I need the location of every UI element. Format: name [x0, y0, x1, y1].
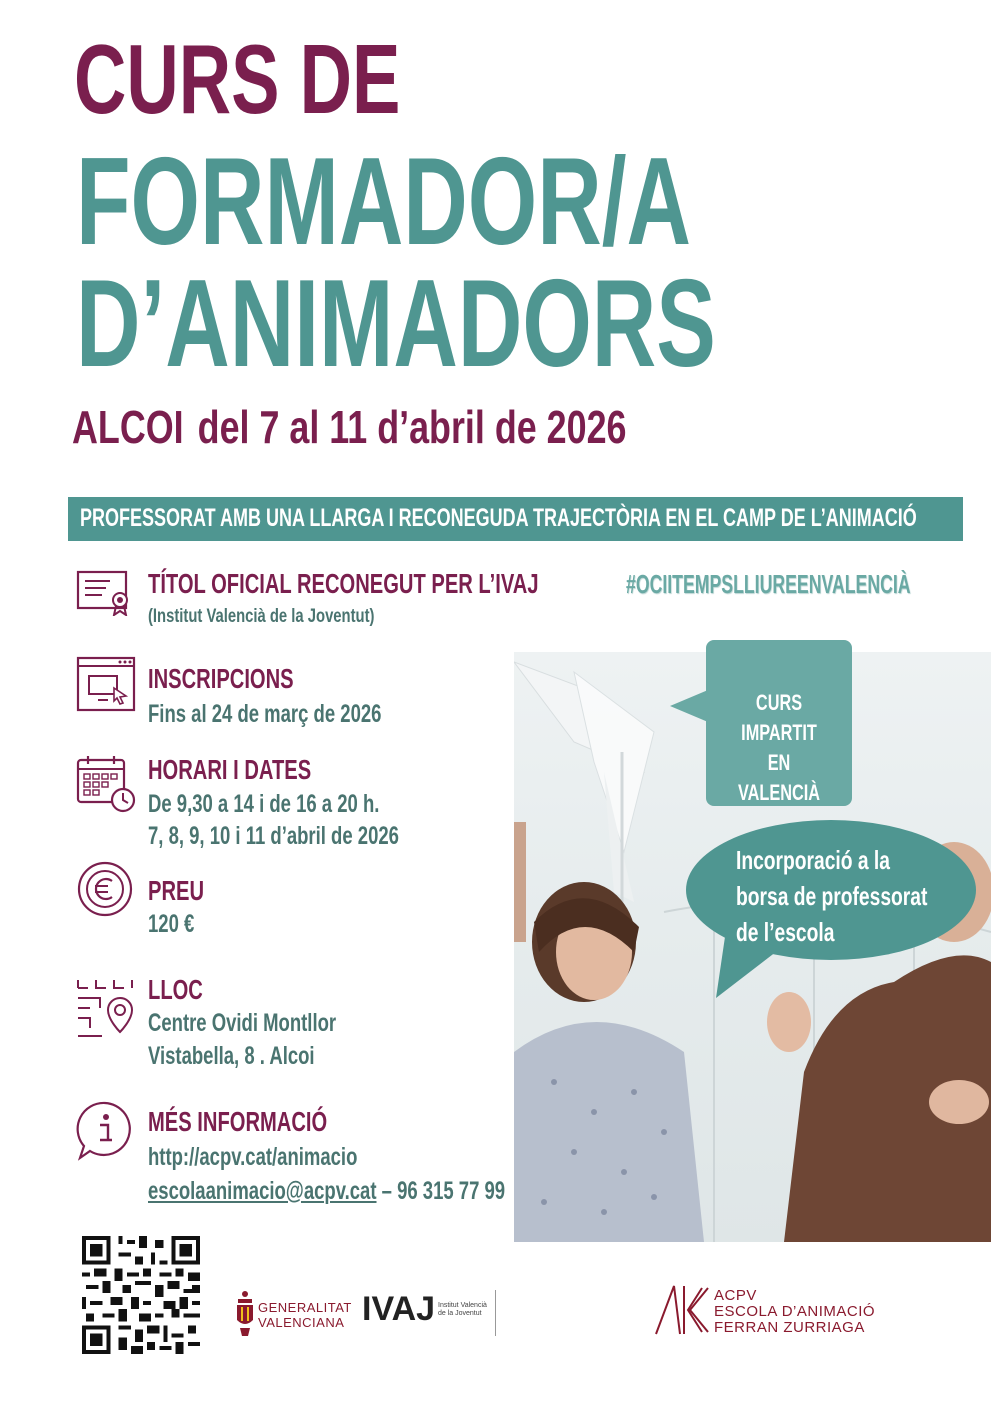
acpv-logo-icon	[654, 1284, 710, 1336]
bubble2-line-2: borsa de professorat	[736, 881, 928, 911]
inscripcions-value: Fins al 24 de març de 2026	[148, 700, 382, 728]
inscripcions-label: INSCRIPCIONS	[148, 663, 294, 694]
hashtag: #OCIITEMPSLLIUREENVALENCIÀ	[626, 569, 911, 599]
acpv-line-2: ESCOLA D’ANIMACIÓ	[714, 1303, 876, 1320]
lloc-line-1: Centre Ovidi Montllor	[148, 1009, 337, 1037]
bubble1-line-2: EN VALENCIÀ	[737, 750, 821, 805]
generalitat-logo-icon	[234, 1290, 256, 1338]
acpv-line-3: FERRAN ZURRIAGA	[714, 1319, 865, 1336]
preu-value: 120 €	[148, 910, 195, 938]
gv-line-2: VALENCIANA	[258, 1315, 345, 1330]
computer-icon	[76, 656, 136, 712]
qr-code-icon[interactable]	[82, 1236, 200, 1354]
title-line-1: CURS DE	[74, 24, 401, 134]
place-name: ALCOI	[72, 401, 184, 453]
euro-icon	[76, 860, 134, 918]
horari-label: HORARI I DATES	[148, 754, 312, 785]
titol-sub: (Institut Valencià de la Joventut)	[148, 606, 375, 627]
preu-label: PREU	[148, 875, 205, 906]
bubble2-text	[736, 842, 991, 950]
contact-line	[148, 1179, 505, 1204]
course-dates: del 7 al 11 d’abril de 2026	[197, 401, 627, 453]
location-dates	[72, 401, 627, 453]
generalitat-logo-text	[258, 1300, 352, 1330]
ivaj-logo: IVAJ	[362, 1290, 436, 1328]
title-line-3: D’ANIMADORS	[76, 255, 716, 393]
lloc-label: LLOC	[148, 974, 203, 1005]
info-url-link[interactable]: http://acpv.cat/animacio	[148, 1143, 358, 1171]
bubble1-text	[706, 688, 852, 808]
horari-line-2: 7, 8, 9, 10 i 11 d’abril de 2026	[148, 822, 399, 850]
ivaj-sub-line-2: de la Joventut	[438, 1310, 482, 1317]
ivaj-sub	[438, 1302, 487, 1318]
phone-number: – 96 315 77 99	[376, 1177, 506, 1205]
location-map-icon	[76, 978, 136, 1040]
gv-line-1: GENERALITAT	[258, 1300, 352, 1315]
info-icon	[76, 1100, 134, 1162]
acpv-logo-text	[714, 1288, 875, 1336]
title-line-2: FORMADOR/A	[76, 133, 691, 271]
ivaj-sub-line-1: Institut Valencià	[438, 1302, 487, 1309]
certificate-icon	[76, 570, 134, 616]
lloc-line-2: Vistabella, 8 . Alcoi	[148, 1042, 315, 1070]
acpv-line-1: ACPV	[714, 1287, 757, 1304]
horari-line-1: De 9,30 a 14 i de 16 a 20 h.	[148, 790, 380, 818]
bubble2-line-1: Incorporació a la	[736, 845, 890, 875]
bubble1-tail	[670, 690, 708, 722]
bubble1-line-1: CURS IMPARTIT	[741, 690, 817, 745]
calendar-clock-icon	[76, 754, 138, 814]
banner-text: PROFESSORAT AMB UNA LLARGA I RECONEGUDA TRAJECTÒRIA EN EL CAMP DE L’ANIMACIÓ	[80, 504, 917, 532]
email-link[interactable]: escolaanimacio@acpv.cat	[148, 1177, 377, 1205]
titol-label: TÍTOL OFICIAL RECONEGUT PER L’IVAJ	[148, 568, 539, 599]
bubble2-line-3: de l’escola	[736, 917, 835, 947]
info-label: MÉS INFORMACIÓ	[148, 1106, 328, 1137]
logo-divider	[495, 1290, 496, 1336]
